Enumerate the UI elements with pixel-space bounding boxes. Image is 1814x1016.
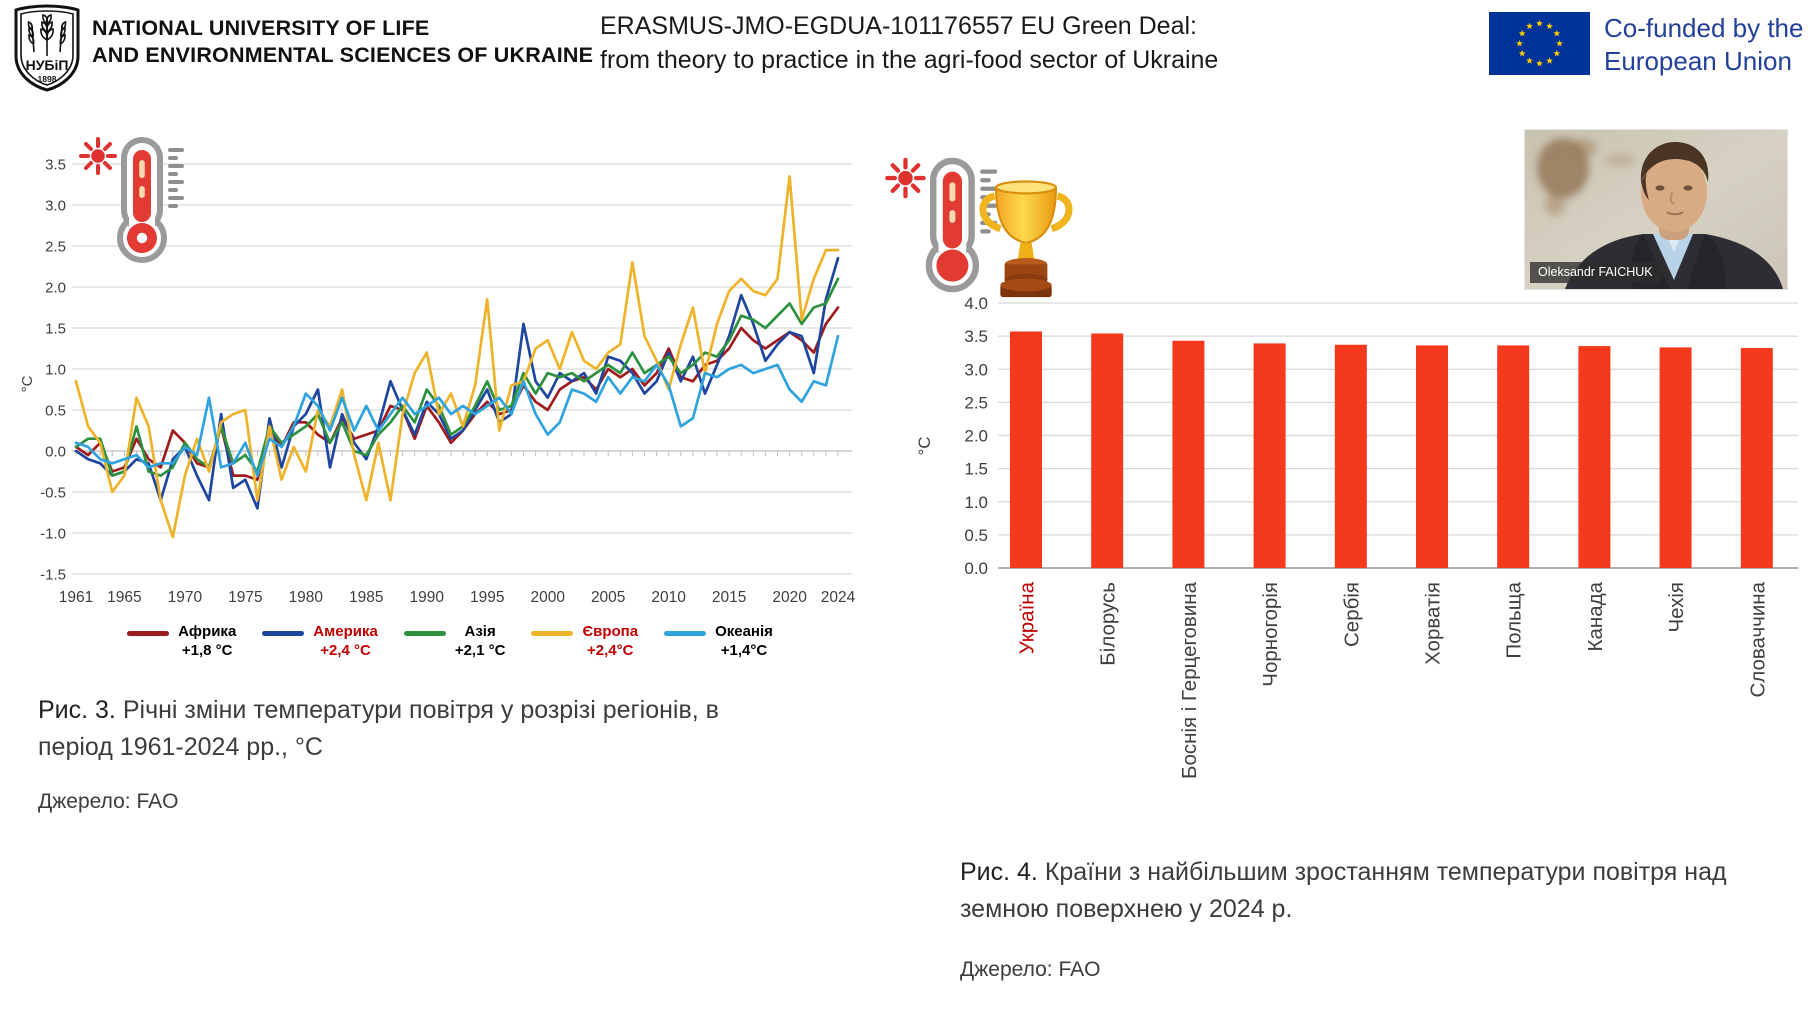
bar-Хорватія: [1416, 345, 1448, 568]
header: [0, 0, 1814, 100]
y-tick-label: 0.0: [964, 559, 988, 578]
bar-chart: [898, 248, 1814, 848]
trophy-icon: [976, 176, 1076, 310]
y-axis-title: °С: [19, 375, 36, 393]
x-tick-label: 1995: [469, 589, 505, 606]
university-name: NATIONAL UNIVERSITY OF LIFE AND ENVIRONMENTAL SCIENCES OF UKRAINE: [92, 16, 594, 67]
logo-abbr: НУБіП: [25, 57, 69, 73]
legend-label: Азія +2,1 °С: [454, 623, 506, 659]
x-tick-label: 1975: [228, 589, 263, 606]
legend-item-Океанія: [664, 622, 773, 660]
y-tick-label: -1.5: [40, 566, 66, 584]
x-tick-label: 1961: [58, 589, 94, 606]
legend-swatch: [664, 631, 706, 636]
sun-icon: [81, 139, 115, 173]
bar-Боснія і Герцеговина: [1172, 341, 1204, 568]
x-category-label: Хорватія: [1421, 582, 1445, 665]
speaker-name-label: Oleksandr FAICHUK: [1530, 262, 1661, 283]
x-tick-label: 1990: [409, 589, 445, 606]
legend-item-Африка: [127, 622, 236, 660]
speaker-video-thumbnail[interactable]: [1524, 129, 1788, 290]
legend-label: Європа +2,4°С: [582, 623, 639, 659]
legend-item-Європа: [531, 622, 638, 660]
thermometer-icon: [76, 134, 196, 266]
y-tick-label: 2.0: [964, 426, 988, 446]
y-axis-title: °С: [915, 436, 934, 456]
logo-year: 1898: [37, 74, 57, 84]
y-tick-label: -1.0: [40, 525, 66, 543]
y-tick-label: 3.5: [964, 327, 988, 347]
y-tick-label: 0.5: [45, 402, 66, 420]
x-category-label: Польща: [1502, 582, 1526, 659]
bar-Словаччина: [1741, 348, 1773, 568]
y-tick-label: 1.0: [964, 492, 988, 512]
x-category-label: Боснія і Герцеговина: [1177, 582, 1201, 779]
y-tick-label: 4.0: [964, 294, 988, 313]
bar-Білорусь: [1091, 333, 1123, 568]
legend-item-Америка: [262, 622, 378, 660]
figure4-caption: Рис. 4. Країни з найбільшим зростанням температури повітря над земною поверхнею у 2024 р.: [960, 858, 1727, 923]
figure3-caption: Рис. 3. Річні зміни температури повітря у розрізі регіонів, в період 1961-2024 рр., °С: [38, 696, 719, 761]
thermometer-scale: [170, 150, 182, 206]
project-title: ERASMUS-JMO-EGDUA-101176557 EU Green Deal: from theory to practice in the agri-food sector of Ukraine: [600, 12, 1219, 74]
line-chart-legend: [110, 622, 790, 660]
y-tick-label: 1.0: [45, 361, 66, 379]
y-tick-label: 3.0: [45, 197, 66, 215]
y-tick-label: 3.5: [45, 156, 66, 174]
series-line-Америка: [76, 258, 838, 508]
x-tick-label: 1980: [288, 589, 324, 606]
legend-swatch: [262, 631, 304, 636]
university-logo: [12, 4, 82, 92]
x-tick-label: 2000: [530, 589, 565, 606]
y-tick-label: 2.5: [964, 393, 988, 413]
series-line-Океанія: [76, 336, 838, 475]
thermometer-body: [120, 140, 164, 260]
thermometer-body: [929, 161, 976, 289]
x-tick-label: 1985: [349, 589, 384, 606]
legend-item-Азія: [404, 622, 506, 660]
bar-Чорногорія: [1254, 343, 1286, 568]
eu-flag-icon: [1489, 12, 1590, 75]
x-category-label: Чорногорія: [1259, 582, 1283, 687]
x-tick-label: 2024: [820, 589, 856, 606]
x-tick-label: 2020: [772, 589, 807, 606]
bar-Сербія: [1335, 345, 1367, 568]
x-category-label: Словаччина: [1746, 582, 1770, 698]
legend-label: Африка +1,8 °С: [178, 623, 237, 659]
x-tick-label: 1970: [167, 589, 203, 606]
bar-Польща: [1497, 345, 1529, 568]
y-tick-label: 0.5: [964, 525, 988, 545]
y-tick-label: 0.0: [45, 443, 66, 461]
bar-Чехія: [1660, 347, 1692, 568]
y-tick-label: 1.5: [45, 320, 66, 338]
cofunded-text: Co-funded by the European Union: [1604, 13, 1804, 76]
x-category-label: Канада: [1583, 582, 1607, 652]
x-tick-label: 2005: [590, 589, 626, 606]
x-tick-label: 2010: [651, 589, 686, 606]
legend-label: Америка +2,4 °С: [313, 623, 378, 659]
y-tick-label: -0.5: [40, 484, 66, 502]
figure3-source: Джерело: FAO: [38, 790, 179, 813]
x-category-label: Чехія: [1665, 582, 1689, 633]
bar-Канада: [1578, 346, 1610, 568]
x-tick-label: 2015: [711, 589, 747, 606]
figure4-source: Джерело: FAO: [960, 958, 1101, 981]
legend-swatch: [127, 631, 169, 636]
x-category-label: Україна: [1015, 582, 1039, 655]
legend-swatch: [404, 631, 446, 636]
x-category-label: Сербія: [1340, 582, 1364, 648]
y-tick-label: 1.5: [964, 459, 988, 479]
x-category-label: Білорусь: [1096, 582, 1120, 666]
series-line-Африка: [76, 308, 838, 480]
y-tick-label: 3.0: [964, 360, 988, 380]
legend-swatch: [531, 631, 573, 636]
bar-Україна: [1010, 331, 1042, 568]
sun-icon: [887, 160, 923, 196]
legend-label: Океанія +1,4°С: [715, 623, 773, 659]
x-tick-label: 1965: [107, 589, 142, 606]
y-tick-label: 2.5: [45, 238, 66, 256]
y-tick-label: 2.0: [45, 279, 66, 297]
